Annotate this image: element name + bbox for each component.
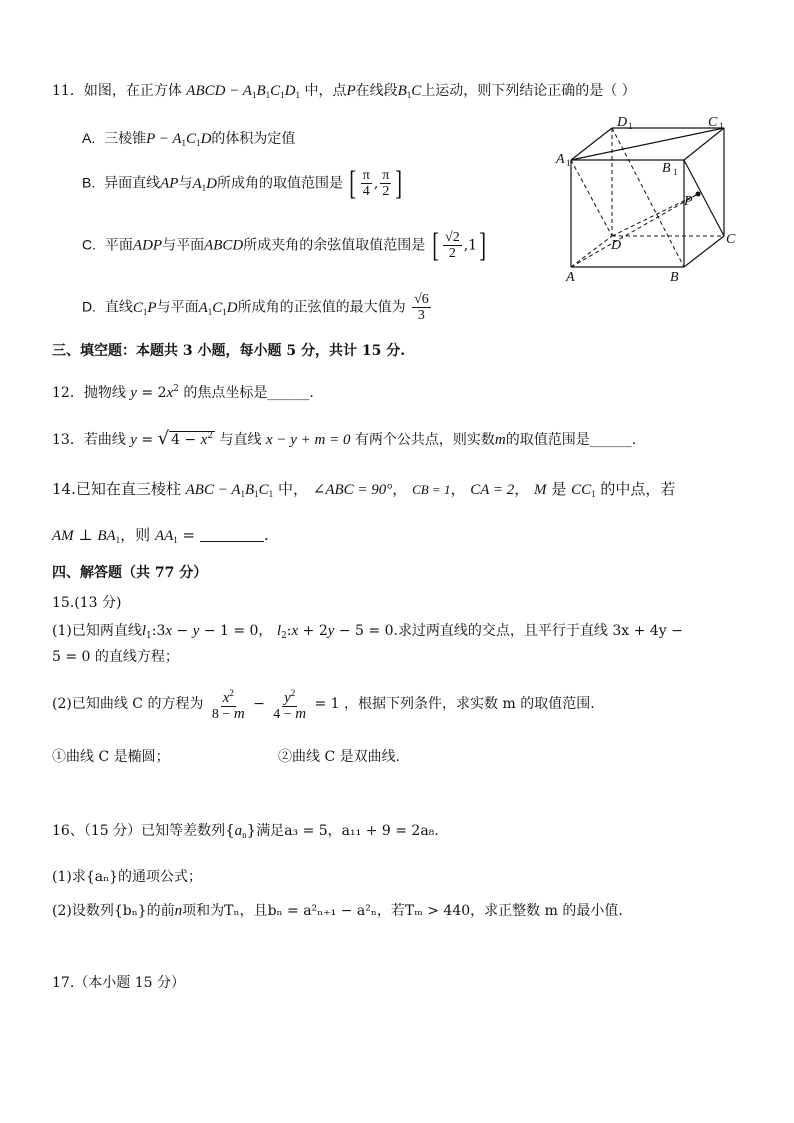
label-p: P: [684, 194, 693, 209]
q16-part2: (2)设数列{bₙ}的前n项和为Tₙ，且bₙ = a²ₙ₊₁ − a²ₙ，若Tₘ > 440，求正整数 m 的最小值.: [52, 903, 623, 919]
label-d1: D: [617, 115, 628, 130]
q17-head: 17.（本小题 15 分）: [52, 975, 185, 991]
label-b1: B: [662, 161, 671, 176]
q15-condition-2: ②曲线 C 是双曲线.: [278, 749, 401, 765]
q14-line1: 14.已知在直三棱柱 ABC − $A_1B_1C_1$ 中， ∠ABC = 90°， CB = 1， CA = 2， M 是 $CC_1$ 的中点，若: [52, 480, 676, 499]
label-d: D: [611, 238, 622, 253]
q14-line2: AM ⊥ $BA_1$，则 $AA_1$ = .: [52, 526, 269, 545]
q11-option-a: A. 三棱锥$P - A_1C_1D$的体积为定值: [82, 130, 296, 148]
svg-text:1: 1: [628, 121, 633, 131]
q12: 12．抛物线 $y = 2x^2$ 的焦点坐标是______.: [52, 384, 314, 401]
svg-text:1: 1: [673, 167, 678, 177]
q15-condition-1: ①曲线 C 是椭圆；: [52, 749, 170, 765]
q13: 13．若曲线 y = √ $4 - x^2$ 与直线 x − y + m = 0 有两个公共点，则实数m的取值范围是______.: [52, 428, 637, 449]
q15-part1-line1: (1)已知两直线$l_1:3x - y - 1 = 0$， $l_2:x + 2y - 5 = 0$.求过两直线的交点，且平行于直线 3x + 4y −: [52, 623, 683, 641]
svg-text:1: 1: [566, 158, 571, 168]
q11-option-c: C. 平面ADP与平面ABCD所成夹角的余弦值取值范围是 [ $\frac{√2}{2}$ ,1]: [82, 226, 487, 264]
q11-option-d: D. 直线$C_1P$与平面$A_1C_1D$所成角的正弦值的最大值为 $\frac{√6}{3}$: [82, 292, 429, 323]
q16-head: 16、（15 分）已知等差数列$\{a_n\}$满足a₃ = 5，a₁₁ + 9 = 2a₈.: [52, 821, 439, 840]
label-a: A: [566, 270, 575, 285]
q15-head: 15.(13 分): [52, 595, 122, 611]
label-c1: C: [708, 115, 718, 130]
label-b: B: [670, 270, 679, 285]
q15-part1-line2: 5 = 0 的直线方程；: [52, 649, 179, 665]
label-c: C: [726, 232, 736, 247]
q11-option-b: B. 异面直线AP与$A_1D$所成角的取值范围是 [ $\frac{\pi}{4}$ , $\frac{\pi}{2}$ ]: [82, 164, 403, 202]
section-4-title: 四、解答题（共 77 分）: [52, 565, 208, 581]
cube-figure: [550, 108, 750, 288]
q11-stem: 11．如图，在正方体 ABCD − $A_1B_1C_1D_1$ 中，点P在线段$B_1C$上运动，则下列结论正确的是（ ）: [52, 83, 636, 100]
q16-part1: (1)求{aₙ}的通项公式；: [52, 869, 203, 885]
label-a1: A: [556, 152, 565, 167]
q15-part2: (2)已知曲线 C 的方程为 $\frac{x^2}{8 - m}$ − $\frac{y^2}{4 - m}$ = 1 ，根据下列条件，求实数 m 的取值范围.: [52, 688, 595, 722]
svg-text:1: 1: [719, 121, 724, 131]
section-3-title: 三、填空题：本题共 3 小题，每小题 5 分，共计 15 分.: [52, 343, 406, 359]
